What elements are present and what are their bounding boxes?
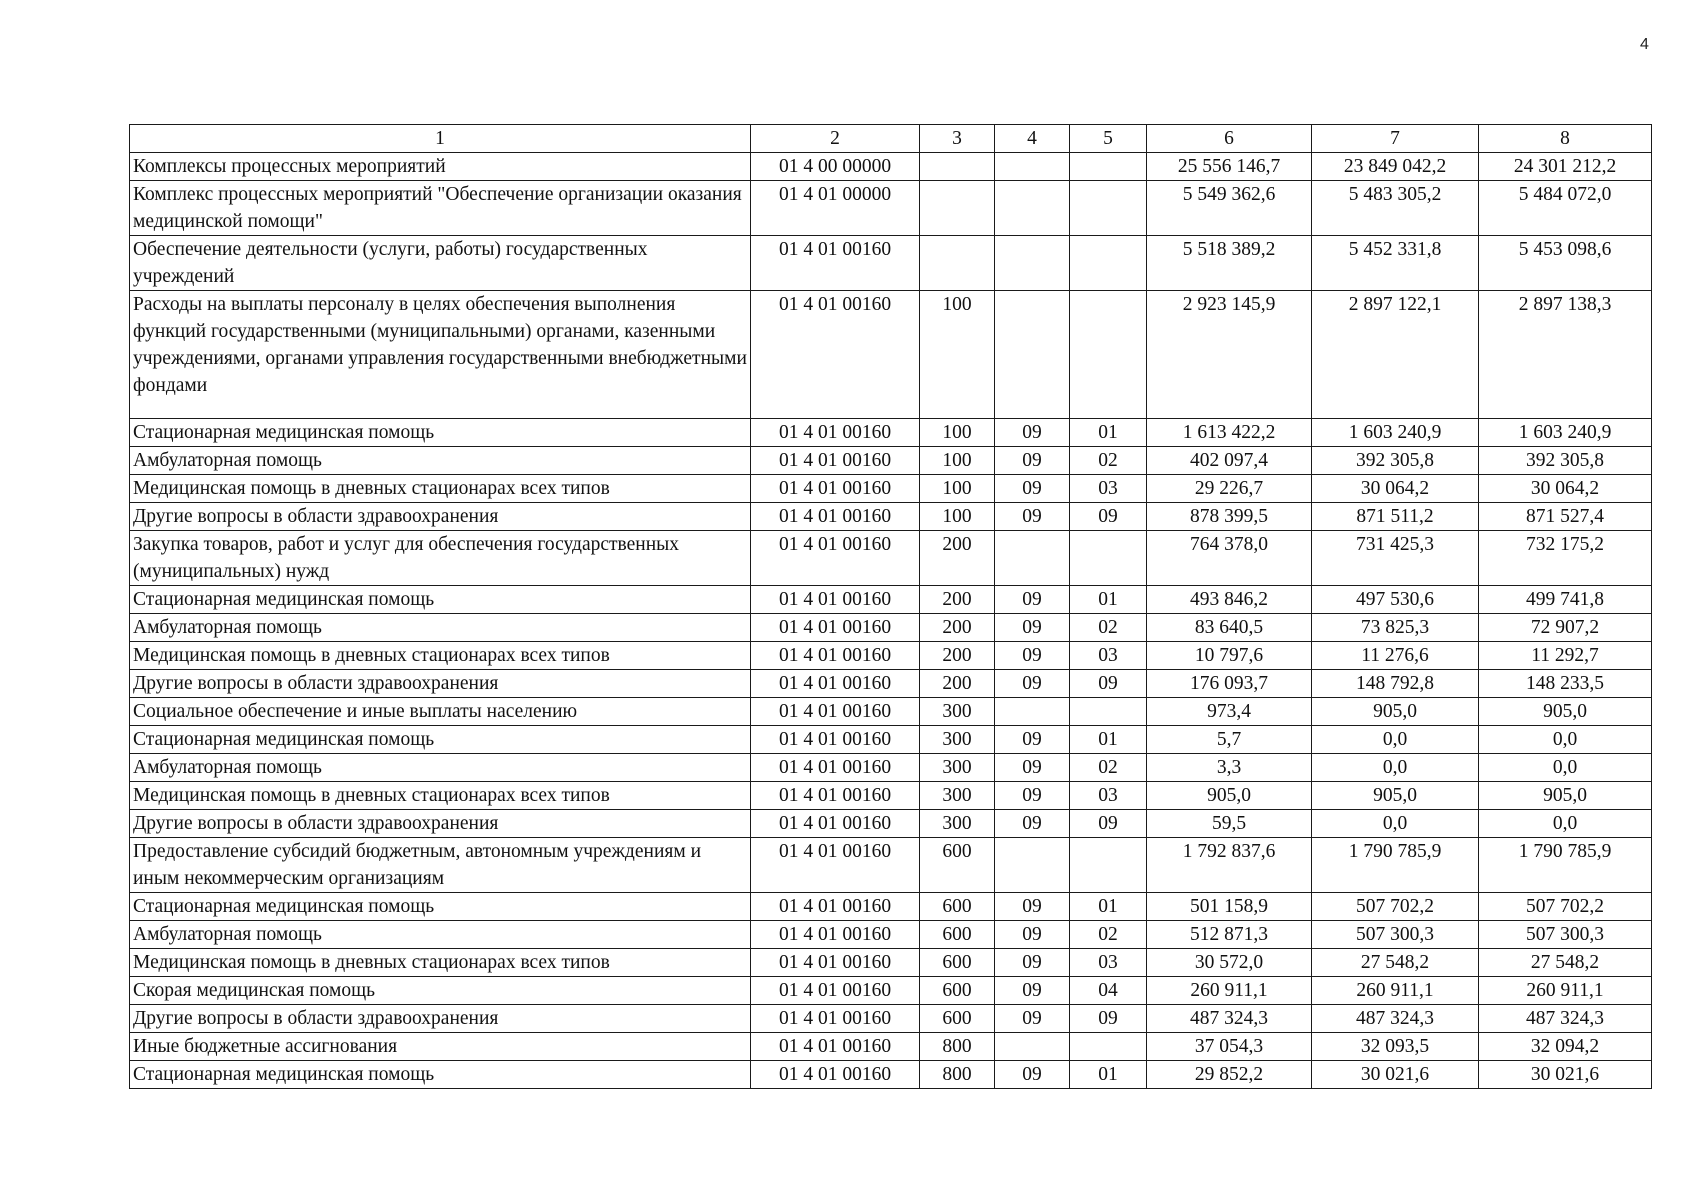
subsection-cell: 03 <box>1070 642 1147 670</box>
column-header: 2 <box>751 125 920 153</box>
amount-col7-cell: 5 452 331,8 <box>1312 236 1479 291</box>
table-row <box>130 838 1652 893</box>
expense-type-cell: 100 <box>920 419 995 447</box>
target-code-cell: 01 4 01 00160 <box>751 291 920 419</box>
target-code-cell: 01 4 01 00160 <box>751 1033 920 1061</box>
section-cell: 09 <box>995 893 1070 921</box>
expense-type-cell <box>920 236 995 291</box>
expense-type-cell: 800 <box>920 1061 995 1089</box>
amount-col6-cell: 2 923 145,9 <box>1147 291 1312 419</box>
expense-type-cell: 300 <box>920 782 995 810</box>
target-code-cell: 01 4 01 00160 <box>751 475 920 503</box>
table-row <box>130 475 1652 503</box>
subsection-cell: 02 <box>1070 614 1147 642</box>
amount-col7-cell: 5 483 305,2 <box>1312 181 1479 236</box>
amount-col7-cell: 0,0 <box>1312 726 1479 754</box>
subsection-cell <box>1070 838 1147 893</box>
amount-col8-cell: 392 305,8 <box>1479 447 1652 475</box>
section-cell <box>995 1033 1070 1061</box>
table-row <box>130 586 1652 614</box>
section-cell: 09 <box>995 1005 1070 1033</box>
section-cell <box>995 181 1070 236</box>
amount-col8-cell: 1 790 785,9 <box>1479 838 1652 893</box>
subsection-cell: 01 <box>1070 586 1147 614</box>
amount-col6-cell: 83 640,5 <box>1147 614 1312 642</box>
section-cell <box>995 838 1070 893</box>
target-code-cell: 01 4 01 00000 <box>751 181 920 236</box>
amount-col6-cell: 973,4 <box>1147 698 1312 726</box>
amount-col7-cell: 30 021,6 <box>1312 1061 1479 1089</box>
row-name-cell: Медицинская помощь в дневных стационарах всех типов <box>130 949 751 977</box>
subsection-cell: 01 <box>1070 1061 1147 1089</box>
table-row <box>130 503 1652 531</box>
amount-col6-cell: 1 792 837,6 <box>1147 838 1312 893</box>
target-code-cell: 01 4 01 00160 <box>751 419 920 447</box>
section-cell: 09 <box>995 782 1070 810</box>
expense-type-cell: 100 <box>920 291 995 419</box>
table-body <box>130 153 1652 1089</box>
amount-col8-cell: 30 021,6 <box>1479 1061 1652 1089</box>
section-cell: 09 <box>995 503 1070 531</box>
target-code-cell: 01 4 01 00160 <box>751 531 920 586</box>
subsection-cell: 02 <box>1070 754 1147 782</box>
amount-col8-cell: 24 301 212,2 <box>1479 153 1652 181</box>
table-row <box>130 1005 1652 1033</box>
subsection-cell: 02 <box>1070 447 1147 475</box>
table-header-row <box>130 125 1652 153</box>
expense-type-cell: 600 <box>920 838 995 893</box>
amount-col6-cell: 878 399,5 <box>1147 503 1312 531</box>
amount-col6-cell: 3,3 <box>1147 754 1312 782</box>
section-cell: 09 <box>995 726 1070 754</box>
row-name-cell: Стационарная медицинская помощь <box>130 893 751 921</box>
row-name-cell: Медицинская помощь в дневных стационарах всех типов <box>130 782 751 810</box>
amount-col6-cell: 37 054,3 <box>1147 1033 1312 1061</box>
section-cell: 09 <box>995 614 1070 642</box>
section-cell: 09 <box>995 1061 1070 1089</box>
expense-type-cell: 300 <box>920 698 995 726</box>
amount-col6-cell: 10 797,6 <box>1147 642 1312 670</box>
target-code-cell: 01 4 01 00160 <box>751 503 920 531</box>
section-cell: 09 <box>995 754 1070 782</box>
expense-type-cell: 600 <box>920 921 995 949</box>
subsection-cell <box>1070 153 1147 181</box>
amount-col8-cell: 732 175,2 <box>1479 531 1652 586</box>
amount-col7-cell: 0,0 <box>1312 810 1479 838</box>
table-row <box>130 236 1652 291</box>
amount-col8-cell: 0,0 <box>1479 810 1652 838</box>
amount-col7-cell: 32 093,5 <box>1312 1033 1479 1061</box>
subsection-cell: 09 <box>1070 1005 1147 1033</box>
row-name-cell: Предоставление субсидий бюджетным, автономным учреждениям и иным некоммерческим организациям <box>130 838 751 893</box>
row-name-cell: Другие вопросы в области здравоохранения <box>130 670 751 698</box>
subsection-cell: 09 <box>1070 670 1147 698</box>
expense-type-cell: 200 <box>920 531 995 586</box>
target-code-cell: 01 4 01 00160 <box>751 810 920 838</box>
row-name-cell: Другие вопросы в области здравоохранения <box>130 1005 751 1033</box>
table-row <box>130 949 1652 977</box>
row-name-cell: Скорая медицинская помощь <box>130 977 751 1005</box>
table-row <box>130 754 1652 782</box>
subsection-cell: 01 <box>1070 893 1147 921</box>
row-name-cell: Расходы на выплаты персоналу в целях обеспечения выполнения функций государственными (муниципальными) органами, казенными учреждениями, органами управления государственными внебюджетными фондами <box>130 291 751 419</box>
section-cell: 09 <box>995 642 1070 670</box>
section-cell: 09 <box>995 447 1070 475</box>
amount-col8-cell: 507 300,3 <box>1479 921 1652 949</box>
column-header: 3 <box>920 125 995 153</box>
section-cell: 09 <box>995 475 1070 503</box>
expense-type-cell: 200 <box>920 586 995 614</box>
expense-type-cell <box>920 181 995 236</box>
expense-type-cell: 600 <box>920 977 995 1005</box>
amount-col8-cell: 871 527,4 <box>1479 503 1652 531</box>
expense-type-cell <box>920 153 995 181</box>
amount-col6-cell: 1 613 422,2 <box>1147 419 1312 447</box>
table-row <box>130 419 1652 447</box>
subsection-cell: 03 <box>1070 949 1147 977</box>
subsection-cell: 01 <box>1070 419 1147 447</box>
subsection-cell: 03 <box>1070 475 1147 503</box>
column-header: 7 <box>1312 125 1479 153</box>
target-code-cell: 01 4 01 00160 <box>751 782 920 810</box>
row-name-cell: Медицинская помощь в дневных стационарах всех типов <box>130 475 751 503</box>
amount-col8-cell: 32 094,2 <box>1479 1033 1652 1061</box>
amount-col7-cell: 30 064,2 <box>1312 475 1479 503</box>
table-row <box>130 810 1652 838</box>
row-name-cell: Стационарная медицинская помощь <box>130 726 751 754</box>
amount-col7-cell: 392 305,8 <box>1312 447 1479 475</box>
section-cell <box>995 531 1070 586</box>
table-row <box>130 782 1652 810</box>
target-code-cell: 01 4 01 00160 <box>751 236 920 291</box>
row-name-cell: Комплексы процессных мероприятий <box>130 153 751 181</box>
amount-col6-cell: 501 158,9 <box>1147 893 1312 921</box>
subsection-cell: 01 <box>1070 726 1147 754</box>
amount-col6-cell: 512 871,3 <box>1147 921 1312 949</box>
target-code-cell: 01 4 01 00160 <box>751 614 920 642</box>
row-name-cell: Стационарная медицинская помощь <box>130 586 751 614</box>
target-code-cell: 01 4 01 00160 <box>751 1061 920 1089</box>
amount-col6-cell: 5,7 <box>1147 726 1312 754</box>
subsection-cell <box>1070 236 1147 291</box>
target-code-cell: 01 4 01 00160 <box>751 642 920 670</box>
amount-col7-cell: 2 897 122,1 <box>1312 291 1479 419</box>
amount-col8-cell: 148 233,5 <box>1479 670 1652 698</box>
subsection-cell <box>1070 531 1147 586</box>
amount-col8-cell: 499 741,8 <box>1479 586 1652 614</box>
target-code-cell: 01 4 01 00160 <box>751 838 920 893</box>
budget-table <box>129 124 1652 1089</box>
amount-col8-cell: 27 548,2 <box>1479 949 1652 977</box>
amount-col7-cell: 487 324,3 <box>1312 1005 1479 1033</box>
subsection-cell <box>1070 291 1147 419</box>
amount-col6-cell: 59,5 <box>1147 810 1312 838</box>
target-code-cell: 01 4 01 00160 <box>751 586 920 614</box>
row-name-cell: Амбулаторная помощь <box>130 447 751 475</box>
amount-col8-cell: 0,0 <box>1479 726 1652 754</box>
section-cell: 09 <box>995 810 1070 838</box>
expense-type-cell: 100 <box>920 475 995 503</box>
table-row <box>130 893 1652 921</box>
amount-col8-cell: 507 702,2 <box>1479 893 1652 921</box>
section-cell: 09 <box>995 977 1070 1005</box>
subsection-cell: 09 <box>1070 503 1147 531</box>
table-row <box>130 698 1652 726</box>
amount-col6-cell: 5 518 389,2 <box>1147 236 1312 291</box>
subsection-cell <box>1070 698 1147 726</box>
row-name-cell: Другие вопросы в области здравоохранения <box>130 810 751 838</box>
expense-type-cell: 800 <box>920 1033 995 1061</box>
table-row <box>130 153 1652 181</box>
expense-type-cell: 300 <box>920 810 995 838</box>
amount-col8-cell: 905,0 <box>1479 698 1652 726</box>
amount-col7-cell: 905,0 <box>1312 698 1479 726</box>
table-row <box>130 726 1652 754</box>
row-name-cell: Обеспечение деятельности (услуги, работы) государственных учреждений <box>130 236 751 291</box>
section-cell: 09 <box>995 921 1070 949</box>
amount-col6-cell: 29 852,2 <box>1147 1061 1312 1089</box>
amount-col8-cell: 2 897 138,3 <box>1479 291 1652 419</box>
target-code-cell: 01 4 01 00160 <box>751 949 920 977</box>
table-row <box>130 181 1652 236</box>
table-row <box>130 531 1652 586</box>
row-name-cell: Стационарная медицинская помощь <box>130 419 751 447</box>
expense-type-cell: 600 <box>920 1005 995 1033</box>
subsection-cell: 02 <box>1070 921 1147 949</box>
table-row <box>130 921 1652 949</box>
expense-type-cell: 600 <box>920 949 995 977</box>
amount-col7-cell: 731 425,3 <box>1312 531 1479 586</box>
amount-col7-cell: 148 792,8 <box>1312 670 1479 698</box>
expense-type-cell: 100 <box>920 447 995 475</box>
table-row <box>130 670 1652 698</box>
row-name-cell: Стационарная медицинская помощь <box>130 1061 751 1089</box>
row-name-cell: Амбулаторная помощь <box>130 614 751 642</box>
section-cell: 09 <box>995 586 1070 614</box>
section-cell: 09 <box>995 949 1070 977</box>
target-code-cell: 01 4 01 00160 <box>751 921 920 949</box>
target-code-cell: 01 4 00 00000 <box>751 153 920 181</box>
table-row <box>130 642 1652 670</box>
page-number: 4 <box>1640 36 1649 53</box>
amount-col6-cell: 176 093,7 <box>1147 670 1312 698</box>
amount-col8-cell: 905,0 <box>1479 782 1652 810</box>
target-code-cell: 01 4 01 00160 <box>751 754 920 782</box>
table-row <box>130 291 1652 419</box>
section-cell <box>995 236 1070 291</box>
amount-col7-cell: 905,0 <box>1312 782 1479 810</box>
column-header: 8 <box>1479 125 1652 153</box>
amount-col7-cell: 260 911,1 <box>1312 977 1479 1005</box>
expense-type-cell: 200 <box>920 670 995 698</box>
amount-col8-cell: 72 907,2 <box>1479 614 1652 642</box>
target-code-cell: 01 4 01 00160 <box>751 893 920 921</box>
subsection-cell <box>1070 1033 1147 1061</box>
subsection-cell: 09 <box>1070 810 1147 838</box>
amount-col7-cell: 507 702,2 <box>1312 893 1479 921</box>
amount-col7-cell: 11 276,6 <box>1312 642 1479 670</box>
amount-col8-cell: 11 292,7 <box>1479 642 1652 670</box>
section-cell <box>995 698 1070 726</box>
section-cell <box>995 291 1070 419</box>
section-cell <box>995 153 1070 181</box>
section-cell: 09 <box>995 670 1070 698</box>
expense-type-cell: 600 <box>920 893 995 921</box>
amount-col7-cell: 871 511,2 <box>1312 503 1479 531</box>
column-header: 1 <box>130 125 751 153</box>
subsection-cell <box>1070 181 1147 236</box>
table-row <box>130 1061 1652 1089</box>
row-name-cell: Другие вопросы в области здравоохранения <box>130 503 751 531</box>
amount-col8-cell: 5 484 072,0 <box>1479 181 1652 236</box>
amount-col8-cell: 0,0 <box>1479 754 1652 782</box>
amount-col7-cell: 1 790 785,9 <box>1312 838 1479 893</box>
target-code-cell: 01 4 01 00160 <box>751 698 920 726</box>
row-name-cell: Амбулаторная помощь <box>130 921 751 949</box>
row-name-cell: Социальное обеспечение и иные выплаты населению <box>130 698 751 726</box>
target-code-cell: 01 4 01 00160 <box>751 726 920 754</box>
table-row <box>130 614 1652 642</box>
expense-type-cell: 200 <box>920 614 995 642</box>
amount-col6-cell: 5 549 362,6 <box>1147 181 1312 236</box>
amount-col7-cell: 1 603 240,9 <box>1312 419 1479 447</box>
amount-col8-cell: 1 603 240,9 <box>1479 419 1652 447</box>
amount-col8-cell: 260 911,1 <box>1479 977 1652 1005</box>
amount-col7-cell: 23 849 042,2 <box>1312 153 1479 181</box>
amount-col6-cell: 25 556 146,7 <box>1147 153 1312 181</box>
amount-col7-cell: 507 300,3 <box>1312 921 1479 949</box>
column-header: 4 <box>995 125 1070 153</box>
expense-type-cell: 200 <box>920 642 995 670</box>
expense-type-cell: 300 <box>920 754 995 782</box>
amount-col6-cell: 764 378,0 <box>1147 531 1312 586</box>
amount-col6-cell: 29 226,7 <box>1147 475 1312 503</box>
row-name-cell: Комплекс процессных мероприятий "Обеспечение организации оказания медицинской помощи" <box>130 181 751 236</box>
row-name-cell: Закупка товаров, работ и услуг для обеспечения государственных (муниципальных) нужд <box>130 531 751 586</box>
section-cell: 09 <box>995 419 1070 447</box>
target-code-cell: 01 4 01 00160 <box>751 670 920 698</box>
amount-col6-cell: 30 572,0 <box>1147 949 1312 977</box>
target-code-cell: 01 4 01 00160 <box>751 447 920 475</box>
row-name-cell: Амбулаторная помощь <box>130 754 751 782</box>
amount-col7-cell: 73 825,3 <box>1312 614 1479 642</box>
expense-type-cell: 300 <box>920 726 995 754</box>
expense-type-cell: 100 <box>920 503 995 531</box>
column-header: 5 <box>1070 125 1147 153</box>
subsection-cell: 04 <box>1070 977 1147 1005</box>
amount-col7-cell: 27 548,2 <box>1312 949 1479 977</box>
amount-col8-cell: 30 064,2 <box>1479 475 1652 503</box>
subsection-cell: 03 <box>1070 782 1147 810</box>
amount-col7-cell: 497 530,6 <box>1312 586 1479 614</box>
target-code-cell: 01 4 01 00160 <box>751 1005 920 1033</box>
amount-col7-cell: 0,0 <box>1312 754 1479 782</box>
amount-col6-cell: 260 911,1 <box>1147 977 1312 1005</box>
row-name-cell: Иные бюджетные ассигнования <box>130 1033 751 1061</box>
table-row <box>130 447 1652 475</box>
amount-col6-cell: 493 846,2 <box>1147 586 1312 614</box>
table-row <box>130 1033 1652 1061</box>
target-code-cell: 01 4 01 00160 <box>751 977 920 1005</box>
amount-col8-cell: 5 453 098,6 <box>1479 236 1652 291</box>
amount-col8-cell: 487 324,3 <box>1479 1005 1652 1033</box>
amount-col6-cell: 402 097,4 <box>1147 447 1312 475</box>
row-name-cell: Медицинская помощь в дневных стационарах всех типов <box>130 642 751 670</box>
column-header: 6 <box>1147 125 1312 153</box>
table-row <box>130 977 1652 1005</box>
amount-col6-cell: 487 324,3 <box>1147 1005 1312 1033</box>
amount-col6-cell: 905,0 <box>1147 782 1312 810</box>
